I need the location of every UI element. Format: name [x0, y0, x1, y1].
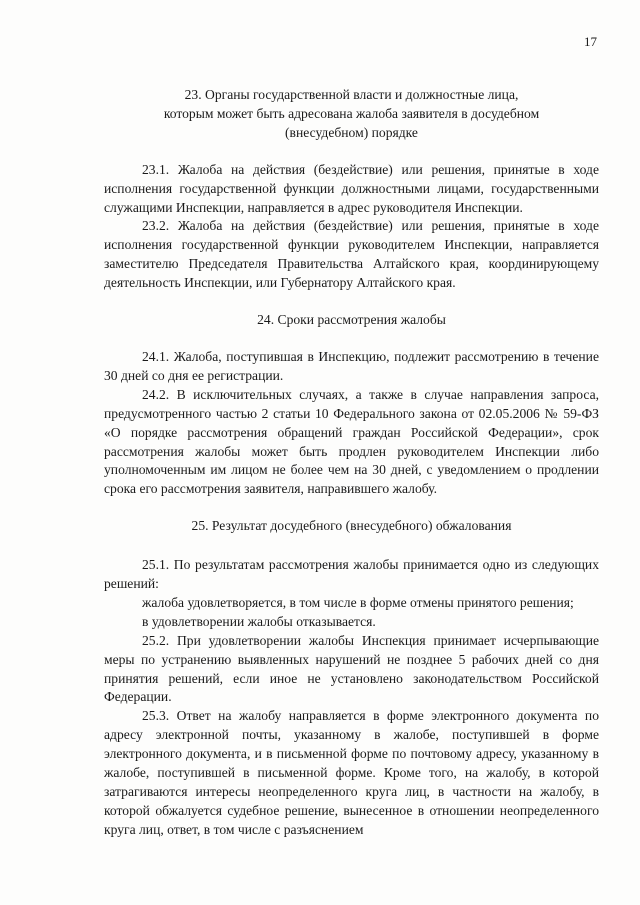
section-25-heading: 25. Результат досудебного (внесудебного) обжалования	[191, 518, 512, 534]
paragraph-24-2: 24.2. В исключительных случаях, а также в случае направления запроса, предусмотренного частью 2 статьи 10 Федерального закона от 02.05.2006 № 59-ФЗ «О порядке рассмотрения обращений граждан Российской Федерации», срок рассмотрения жалобы может быть продлен руководителем Инспекции либо уполномоченным им лицом не более чем на 30 дней, с уведомлением о продлении срока его рассмотрения заявителя, направившего жалобу.	[104, 386, 599, 497]
paragraph-25-1-option-2: в удовлетворении жалобы отказывается.	[142, 613, 376, 629]
paragraph-24-1: 24.1. Жалоба, поступившая в Инспекцию, подлежит рассмотрению в течение 30 дней со дня ее регистрации.	[104, 348, 599, 383]
section-23-heading	[104, 86, 599, 143]
section-24-heading: 24. Сроки рассмотрения жалобы	[257, 312, 446, 328]
paragraph-25-3: 25.3. Ответ на жалобу направляется в форме электронного документа по адресу электронной почты, указанному в жалобе, поступившей в форме электронного документа, и в письменной форме по почтовому адресу, указанному в жалобе, поступившей в письменной форме. Кроме того, на жалобу, в которой затрагиваются интересы неопределенного круга лиц, в частности на жалобу, в которой обжалуется судебное решение, вынесенное в отношении неопределенного круга лиц, ответ, в том числе с разъяснением	[104, 708, 599, 837]
page-number: 17	[584, 34, 597, 49]
paragraph-25-1: 25.1. По результатам рассмотрения жалобы принимается одно из следующих решений:	[104, 557, 599, 592]
section-23-heading-line3: (внесудебном) порядке	[285, 124, 418, 140]
paragraph-23-2: 23.2. Жалоба на действия (бездействие) или решения, принятые в ходе исполнения государственной функции руководителем Инспекции, направляется заместителю Председателя Правительства Алтайского края, координирующему деятельность Инспекции, или Губернатору Алтайского края.	[104, 218, 599, 291]
paragraph-23-1: 23.1. Жалоба на действия (бездействие) или решения, принятые в ходе исполнения государственной функции должностными лицами, государственными служащими Инспекции, направляется в адрес руководителя Инспекции.	[104, 161, 599, 215]
document-body	[104, 86, 599, 840]
section-23-heading-line2: которым может быть адресована жалоба заявителя в досудебном	[163, 105, 540, 121]
section-23-heading-line1: 23. Органы государственной власти и должностные лица,	[184, 87, 519, 102]
paragraph-25-2: 25.2. При удовлетворении жалобы Инспекция принимает исчерпывающие меры по устранению выявленных нарушений не позднее 5 рабочих дней со дня принятия решений, если иное не установлено законодательством Российской Федерации.	[104, 632, 599, 705]
paragraph-25-1-option-1: жалоба удовлетворяется, в том числе в форме отмены принятого решения;	[142, 594, 574, 610]
